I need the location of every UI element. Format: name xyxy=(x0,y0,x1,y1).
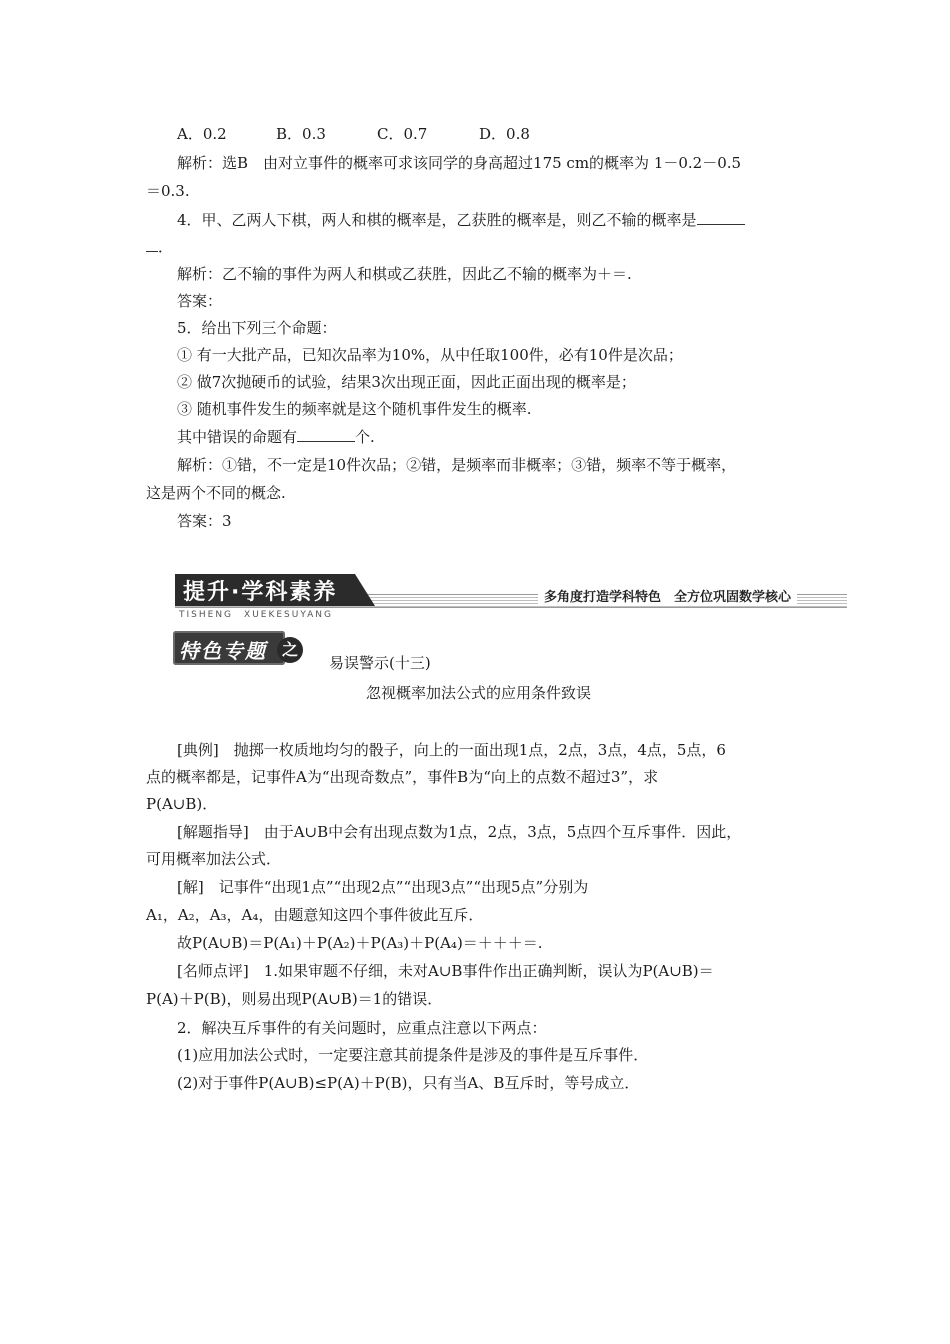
q5-answer-blank xyxy=(297,427,355,442)
example-line1: [典例] 抛掷一枚质地均匀的骰子，向上的一面出现1点，2点，3点，4点，5点，6 xyxy=(177,741,726,759)
badge-text: 特色专题 xyxy=(179,639,267,663)
comment-line1: [名师点评] 1.如果审题不仔细，未对A∪B事件作出正确判断，误认为P(A∪B)＝ xyxy=(177,962,714,980)
q4-stem-end xyxy=(146,237,173,257)
example-line3: P(A∪B)． xyxy=(146,795,218,813)
q5-item-2: ② 做7次抛硬币的试验，结果3次出现正面，因此正面出现的概率是； xyxy=(177,373,636,391)
q4-stem-text: 4．甲、乙两人下棋，两人和棋的概率是，乙获胜的概率是，则乙不输的概率是 xyxy=(177,211,697,229)
q4-answer-blank xyxy=(697,210,745,225)
q5-item-3: ③ 随机事件发生的频率就是这个随机事件发生的概率. xyxy=(177,400,532,418)
point-1: (1)应用加法公式时，一定要注意其前提条件是涉及的事件是互斥事件． xyxy=(177,1046,649,1064)
banner-pinyin: TISHENG XUEKESUYANG xyxy=(179,610,334,620)
guide-line1: [解题指导] 由于A∪B中会有出现点数为1点，2点，3点，5点四个互斥事件．因此， xyxy=(177,823,742,841)
special-topic-badge xyxy=(173,631,309,665)
q4-analysis: 解析：乙不输的事件为两人和棋或乙获胜，因此乙不输的概率为＋＝. xyxy=(177,265,632,283)
banner-slogan: 多角度打造学科特色 全方位巩固数学核心 xyxy=(538,586,797,605)
q4-stem xyxy=(177,210,745,230)
q4-answer: 答案： xyxy=(177,292,223,310)
q5-question-pre: 其中错误的命题有 xyxy=(177,428,298,446)
q5-stem: 5．给出下列三个命题： xyxy=(177,319,337,337)
q3-analysis-line2: ＝0.3. xyxy=(146,182,190,200)
q3-option-d: D．0.8 xyxy=(479,125,530,143)
q5-question xyxy=(177,427,375,447)
section-banner xyxy=(175,574,847,620)
solution-line3: 故P(A∪B)＝P(A₁)＋P(A₂)＋P(A₃)＋P(A₄)＝＋＋＋＝. xyxy=(177,934,543,952)
q3-analysis-line1: 解析：选B 由对立事件的概率可求该同学的身高超过175 cm的概率为 1－0.2－0.5 xyxy=(177,154,742,172)
point-heading: 2．解决互斥事件的有关问题时，应重点注意以下两点： xyxy=(177,1019,547,1037)
q3-option-b: B．0.3 xyxy=(276,125,326,143)
q3-option-c: C．0.7 xyxy=(377,125,428,143)
q5-analysis-line1: 解析：①错，不一定是10件次品；②错，是频率而非概率；③错，频率不等于概率， xyxy=(177,456,737,474)
q4-stem-end-text: ． xyxy=(158,238,174,256)
badge-suffix: 之 xyxy=(277,637,303,663)
banner-title: 提升·学科素养 xyxy=(183,580,338,605)
example-line2: 点的概率都是，记事件A为“出现奇数点”，事件B为“向上的点数不超过3”，求 xyxy=(146,768,659,786)
series-title: 易误警示(十三) xyxy=(329,654,431,672)
solution-line2: A₁，A₂，A₃，A₄，由题意知这四个事件彼此互斥． xyxy=(146,906,484,924)
q5-answer: 答案：3 xyxy=(177,512,232,530)
solution-line1: [解] 记事件“出现1点”“出现2点”“出现3点”“出现5点”分别为 xyxy=(177,878,589,896)
q4-answer-blank-cont xyxy=(146,237,158,252)
q3-option-a: A．0.2 xyxy=(177,125,227,143)
comment-line2: P(A)＋P(B)，则易出现P(A∪B)＝1的错误． xyxy=(146,990,443,1008)
point-2: (2)对于事件P(A∪B)≤P(A)＋P(B)，只有当A、B互斥时，等号成立． xyxy=(177,1074,640,1092)
guide-line2: 可用概率加法公式． xyxy=(146,850,282,868)
q5-item-1: ① 有一大批产品，已知次品率为10%，从中任取100件，必有10件是次品； xyxy=(177,346,683,364)
topic-title: 忽视概率加法公式的应用条件致误 xyxy=(366,684,592,702)
q5-question-post: 个. xyxy=(355,428,375,446)
q5-analysis-line2: 这是两个不同的概念. xyxy=(146,484,286,502)
